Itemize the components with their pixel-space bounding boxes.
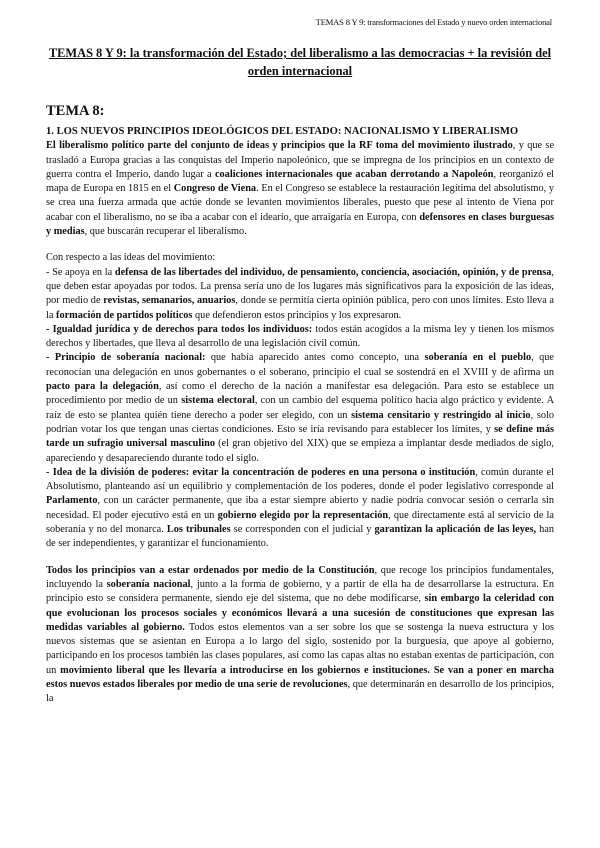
text-run: , común durante el Absolutismo, planteando así un equilibrio y complementación de los poderes, donde el poder legislativo corresponde al: [46, 466, 554, 493]
paragraph-division-poderes: [46, 466, 554, 552]
paragraph-spacer: [46, 239, 554, 251]
bold-text-run: Los tribunales: [166, 524, 231, 536]
text-run: (el gran objetivo del XIX) que se empieza a implantar desde mediados de siglo, apareciendo y desapareciendo durante todo el siglo.: [46, 438, 554, 464]
paragraph-liberalismo-politico: [46, 139, 554, 239]
paragraph-igualdad: [46, 323, 554, 352]
text-run: , donde se permitía cierta opinión pública, pero con unos límites. Esto lleva a la: [46, 295, 555, 321]
text-run: que había aparecido antes como concepto, una: [205, 352, 425, 364]
bold-text-run: sin embargo la celeridad con que evolucionan los procesos sociales y económicos llevará a una sucesión de constituciones que expresan las medidas variables al gobierno.: [46, 593, 555, 633]
section-heading: 1. LOS NUEVOS PRINCIPIOS IDEOLÓGICOS DEL ESTADO: NACIONALISMO Y LIBERALISMO: [46, 126, 519, 137]
bold-text-run: - Principio de soberanía nacional:: [46, 352, 206, 364]
bold-text-run: sistema electoral: [181, 395, 255, 407]
text-run: se corresponden con el judicial y: [230, 524, 375, 536]
bold-text-run: Congreso de Viena: [173, 183, 257, 195]
bold-text-run: revistas, semanarios, anuarios: [103, 295, 236, 307]
bold-text-run: movimiento liberal que les llevaría a introducirse en los gobiernos e instituciones. Se van a poner en marcha estos nuevos estados liberales por medio de una serie de revoluciones: [46, 664, 555, 690]
bold-text-run: - Idea de la división de poderes: evitar la concentración de poderes en una persona o institución: [46, 466, 476, 478]
text-run: , que buscarán recuperar el liberalismo.: [84, 226, 247, 238]
bold-text-run: gobierno elegido por la representación: [217, 509, 389, 521]
bold-text-run: coaliciones internacionales que acaban derrotando a Napoleón: [214, 168, 494, 180]
text-run: todos están acogidos a la misma ley y tienen los mismos derechos y libertades, que lleva al desarrollo de una legislación civil común.: [46, 323, 554, 350]
text-run: que defendieron estos principios y los expresaron.: [192, 309, 402, 321]
bold-text-run: se define más tarde un sufragio universal masculino: [46, 423, 555, 450]
bold-text-run: garantizan la aplicación de las leyes,: [374, 524, 537, 536]
text-run: , que determinarán en desarrollo de los principios, la: [46, 678, 554, 705]
bold-text-run: Parlamento: [46, 495, 98, 507]
paragraph-libertades: [46, 266, 554, 323]
text-run: - Se apoya en la: [46, 266, 115, 278]
text-run: , junto a la forma de gobierno, y a partir de ella ha de desarrollarse la estructura. En principio esto se considera permanente, siendo eje del sistema, que no debe modificarse,: [46, 578, 554, 605]
text-run: Con respecto a las ideas del movimiento:: [46, 252, 216, 264]
paragraph-soberania: [46, 351, 554, 465]
text-run: , reorganizó el mapa de Europa en 1815 en el: [46, 168, 554, 195]
running-header: TEMAS 8 Y 9: transformaciones del Estado y nuevo orden internacional: [315, 17, 552, 27]
text-run: , que directamente está al servicio de la soberanía y no del monarca.: [46, 509, 554, 536]
bold-text-run: Todos los principios van a estar ordenados por medio de la Constitución: [46, 564, 375, 576]
bold-text-run: pacto para la delegación: [46, 381, 159, 393]
bold-text-run: soberanía nacional: [106, 578, 191, 590]
text-run: , con un carácter permanente, que iba a estar siempre abierto y nadie podría convocar sesión o cerrarla sin necesidad. El poder ejecutivo está en un: [46, 495, 554, 521]
text-run: , con un cambio del esquema político hacia algo práctico y evidente. A raíz de esto se plantea quién tiene derecho a poder ser elegido, con un: [46, 395, 555, 421]
bold-text-run: soberanía en el pueblo: [424, 352, 532, 364]
text-run: , que recoge los principios fundamentales, incluyendo la: [46, 564, 554, 590]
document-title: TEMAS 8 Y 9: la transformación del Estado; del liberalismo a las democracias + la revisión del orden internacional: [48, 46, 552, 78]
text-run: . En el Congreso se establece la restauración legítima del absolutismo, y se crea una fuerza armada que actúe donde se levanten movimientos liberales, puesto que pese al intento de Viena por acabar con el liberalismo, no se iba a acabar con el ideario, que arraigaría en Europa, con: [46, 183, 554, 223]
bold-text-run: - Igualdad jurídica y de derechos para todos los individuos:: [46, 323, 313, 335]
text-run: , que reconocían una delegación en unos gobernantes o el soberano, principio el cual se sostendrá en el XVIII y de afirma un: [46, 352, 555, 378]
document-body: [46, 125, 554, 707]
text-run: han de ser independientes, y garantizar el funcionamiento.: [46, 524, 554, 550]
paragraph-spacer: [46, 552, 554, 564]
text-run: , que deben estar apoyadas por todos. La prensa sería uno de los lugares más significativos para la exposición de las ideas, por medio de: [46, 266, 554, 307]
bold-text-run: sistema censitario y restringido al inicio: [351, 409, 531, 421]
bold-text-run: formación de partidos políticos: [56, 309, 193, 321]
text-run: Todos estos elementos van a ser sobre los que se sostenga la nueva estructura y los nuevos sistemas que se asientan en Europa a lo largo del siglo, sostenido por la burguesía, que apoye al gobierno, participando en los procesos también las clases populares, así como las capas altas no estaban exentas de participación, con un: [46, 621, 554, 676]
tema-heading: TEMA 8:: [46, 103, 105, 119]
bold-text-run: El liberalismo político parte del conjunto de ideas y principios que la RF toma del movimiento ilustrado: [46, 140, 513, 152]
bold-text-run: defensa de las libertades del individuo, de pensamiento, conciencia, asociación, opinión, y de prensa: [114, 266, 552, 278]
text-run: , y que se trasladó a Europa gracias a las conquistas del Imperio napoleónico, que se impregna de los principios en un contexto de guerra contra el Imperio, dando lugar a: [46, 140, 555, 180]
text-run: , solo podrían votar los que tengan unas ciertas condiciones. Esto se iría revisando para establecer los límites, y: [46, 409, 554, 435]
paragraph-constitucion: [46, 564, 554, 707]
text-run: , así como el derecho de la nación a manifestar esa delegación. Para esto se establece un procedimiento por medio de un: [46, 381, 554, 407]
bold-text-run: defensores en clases burguesas y medias: [46, 211, 554, 238]
paragraph-ideas-intro: [46, 251, 554, 265]
